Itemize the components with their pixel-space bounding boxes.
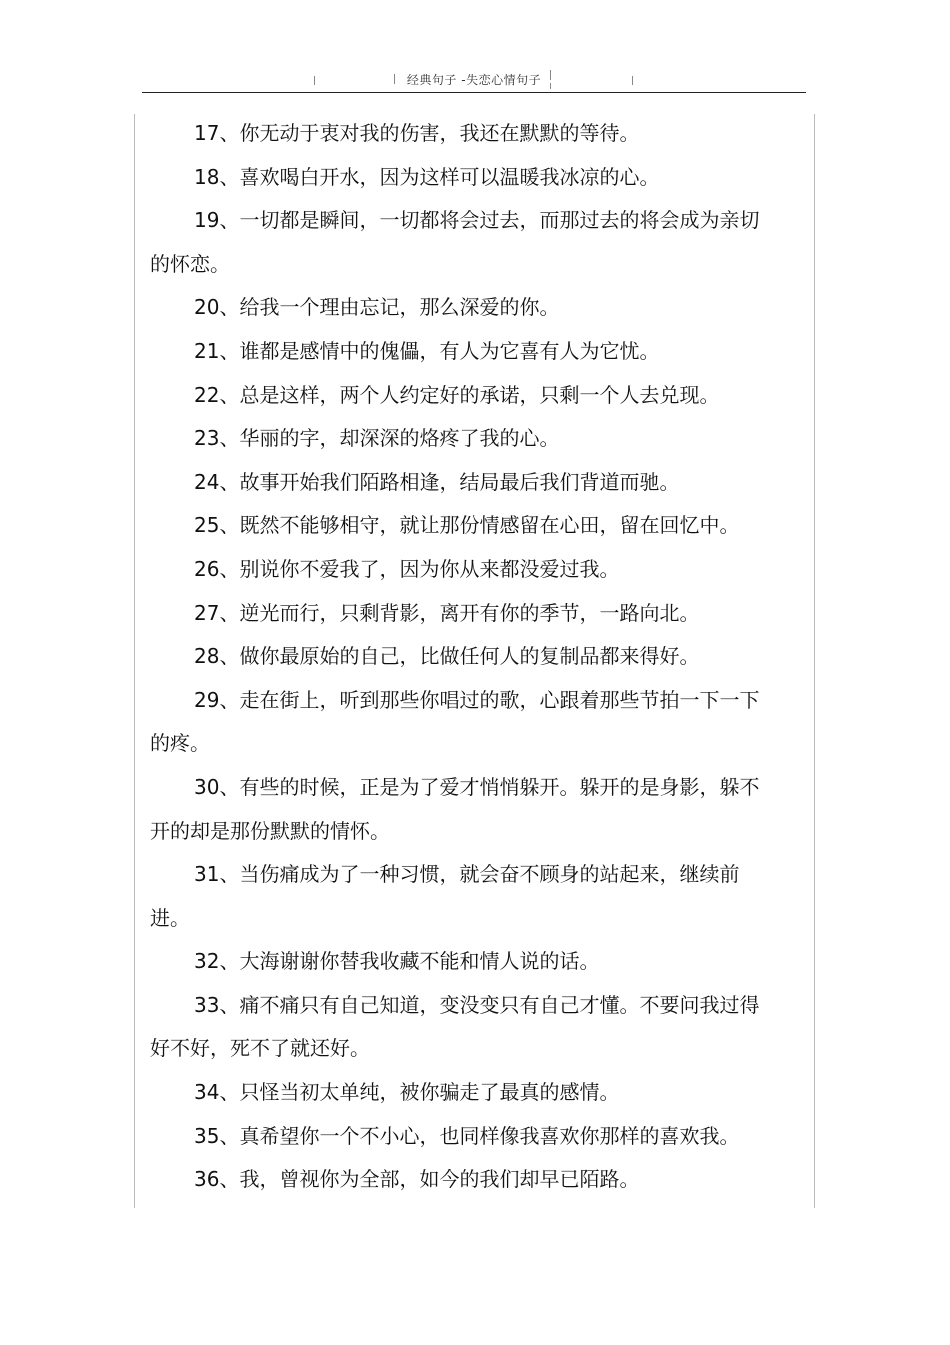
list-item: 26、别说你不爱我了，因为你从来都没爱过我。: [194, 556, 620, 581]
list-item: 19、一切都是瞬间，一切都将会过去，而那过去的将会成为亲切的怀恋。: [150, 208, 760, 276]
list-item: 30、有些的时候，正是为了爱才悄悄躲开。躲开的是身影，躲不开的却是那份默默的情怀。: [150, 774, 760, 843]
list-item: 17、你无动于衷对我的伤害，我还在默默的等待。: [194, 121, 640, 145]
list-item: 21、谁都是感情中的傀儡，有人为它喜有人为它忧。: [194, 338, 660, 363]
list-item: 36、我，曾视你为全部，如今的我们却早已陌路。: [194, 1167, 640, 1192]
list-item: 27、逆光而行，只剩背影，离开有你的季节，一路向北。: [194, 600, 700, 625]
list-item: 31、当伤痛成为了一种习惯，就会奋不顾身的站起来，继续前进。: [150, 862, 740, 930]
list-item: 33、痛不痛只有自己知道，变没变只有自己才懂。不要问我过得好不好，死不了就还好。: [150, 992, 760, 1061]
header-title: 经典句子 -失恋心情句子: [406, 73, 542, 87]
list-item: 35、真希望你一个不小心，也同样像我喜欢你那样的喜欢我。: [194, 1123, 740, 1148]
list-item: 23、华丽的字，却深深的烙疼了我的心。: [194, 426, 560, 451]
list-item: 28、做你最原始的自己，比做任何人的复制品都来得好。: [194, 644, 700, 669]
header-tick-right: [632, 76, 633, 85]
list-item: 18、喜欢喝白开水，因为这样可以温暖我冰凉的心。: [194, 164, 660, 189]
page-frame-left: [134, 114, 135, 1208]
list-item: 20、给我一个理由忘记，那么深爱的你。: [194, 295, 560, 320]
page-frame-right: [814, 114, 815, 1208]
list-item: 25、既然不能够相守，就让那份情感留在心田，留在回忆中。: [194, 513, 740, 538]
list-item: 24、故事开始我们陌路相逢，结局最后我们背道而驰。: [194, 469, 680, 494]
list-item: 32、大海谢谢你替我收藏不能和情人说的话。: [194, 949, 600, 974]
list-item: 34、只怪当初太单纯，被你骗走了最真的感情。: [194, 1080, 620, 1105]
header-tick-mid-right: [550, 70, 551, 80]
list-item: 29、走在街上，听到那些你唱过的歌，心跟着那些节拍一下一下的疼。: [150, 687, 760, 756]
page-header: [142, 62, 806, 93]
header-tick-mid-right-2: [550, 83, 551, 89]
list-item: 22、总是这样，两个人约定好的承诺，只剩一个人去兑现。: [194, 382, 720, 407]
sentence-list: [150, 112, 762, 1202]
